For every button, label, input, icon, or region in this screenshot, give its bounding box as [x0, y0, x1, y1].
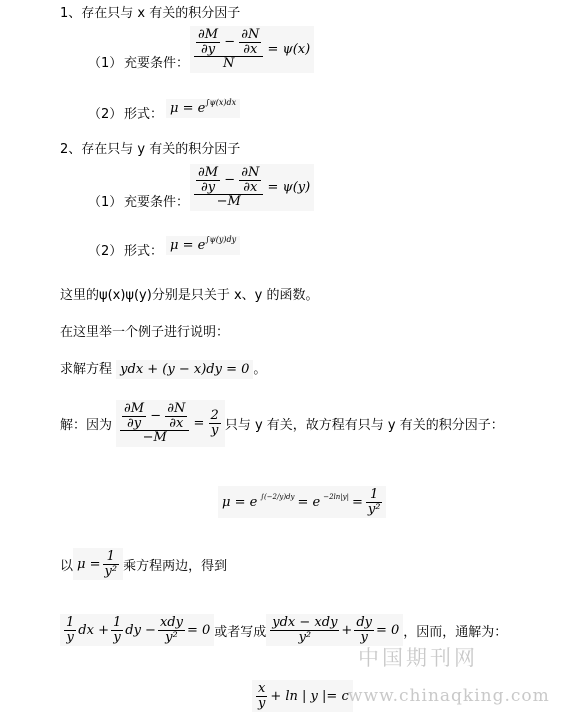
multiply-line: 以 μ = $\frac{1}{\text{y²}}$ 乘方程两边，得到: [60, 549, 228, 579]
section1-item1-label: （1）: [88, 56, 123, 71]
section2-item1-label: （1）: [88, 195, 123, 210]
section2-condition-rhs: = ψ(y): [267, 179, 311, 195]
section1-condition-rhs: = ψ(x): [267, 41, 311, 57]
section2-item1-text: 充要条件：: [124, 195, 190, 210]
section1-form-formula: $\mu = e^{\int\psi(x)dx}$: [166, 99, 240, 118]
transformed-equation-line: $\frac{1}{y}$ dx + $\frac{1}{y}$ dy − $\frac{\text{xdy}}{\text{y²}}$ = 0 或者写成 $\frac{\text{ydx − xdy}}{\text{y²}}$ + $\frac{dy}{y}$ = 0 ，因而，通解为：: [60, 614, 507, 646]
condition-fraction: $\frac{\partial M}{\partial y}$ − $\frac{\partial N}{\partial x}$ N: [194, 28, 263, 71]
mu-derivation: μ = e ∫(−2/y)dy = e −2ln|y| = $\frac{1}{\text{y²}}$: [218, 486, 386, 518]
problem-statement: 求解方程 ydx + (y − x)dy = 0 。: [60, 362, 267, 377]
section2-condition-formula: [190, 164, 314, 211]
section1-condition-formula: [190, 26, 314, 73]
problem-equation: ydx + (y − x)dy = 0: [116, 360, 253, 379]
section2-form-formula: $\mu = e^{\int\psi(y)dy}$: [166, 236, 240, 255]
section2-heading: 2、存在只与 y 有关的积分因子: [60, 142, 241, 157]
section1-item2-text: 形式：: [124, 107, 164, 122]
watermark-url: www.chinaqking.com: [348, 686, 550, 706]
condition-fraction: $\frac{\partial M}{\partial y}$ − $\frac{\partial N}{\partial x}$ −M: [194, 166, 263, 209]
note-functions: 这里的ψ(x)ψ(y)分别是只关于 x、y 的函数。: [60, 288, 319, 303]
general-solution: $\frac{x}{y}$ + ln | y |= c: [252, 680, 353, 712]
watermark-cn: 中国期刊网: [358, 646, 478, 670]
section2-item2-text: 形式：: [124, 244, 164, 259]
section1-item2-label: （2）: [88, 107, 123, 122]
solution-line: 解：因为 $\frac{\partial M}{\partial y}$ − $\frac{\partial N}{\partial x}$ −M = $\frac{2}{y}$ 只与 y 有关，故方程有只与 y 有关的积分因子：: [60, 401, 504, 446]
section1-heading: 1、存在只与 x 有关的积分因子: [60, 6, 241, 21]
note-example: 在这里举一个例子进行说明：: [60, 325, 230, 340]
section2-item2-label: （2）: [88, 244, 123, 259]
section1-item1-text: 充要条件：: [124, 56, 190, 71]
